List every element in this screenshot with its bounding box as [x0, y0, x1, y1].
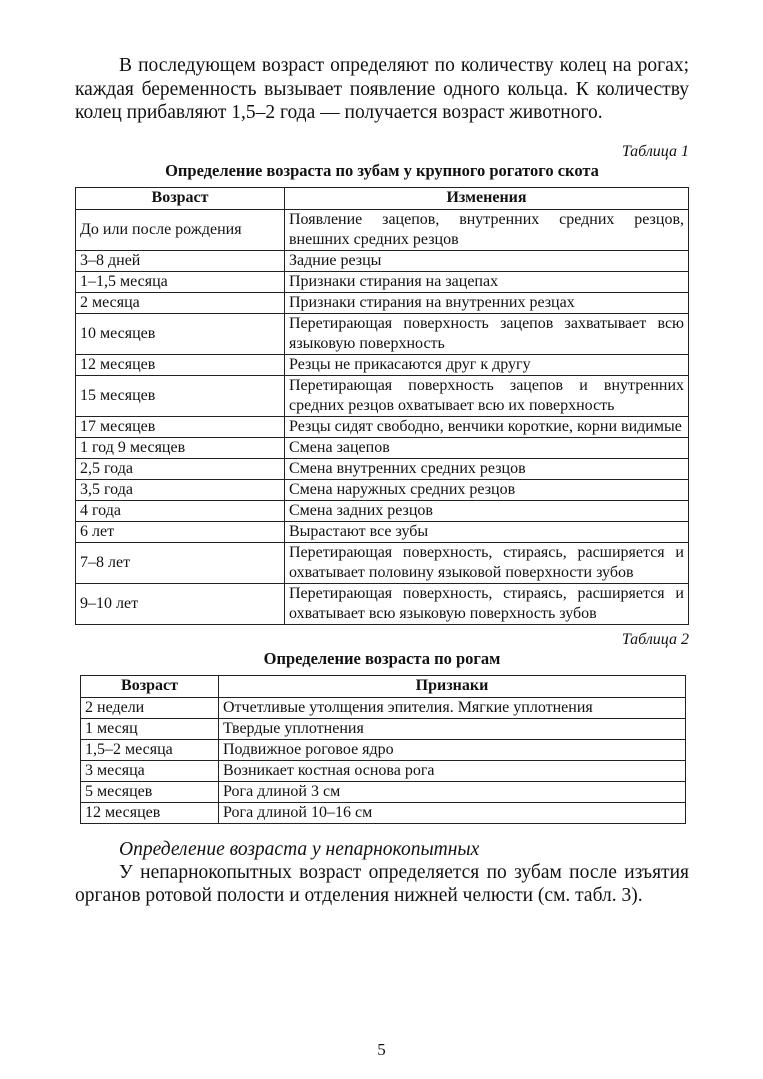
table2-header-age: Возраст — [81, 675, 219, 697]
description-cell: Смена зацепов — [285, 437, 689, 458]
description-cell: Возникает костная основа рога — [219, 760, 686, 781]
table-row — [76, 416, 689, 437]
age-cell: 6 лет — [76, 521, 285, 542]
age-cell: 5 месяцев — [81, 781, 219, 802]
age-cell: 10 месяцев — [76, 313, 285, 354]
age-cell: 4 года — [76, 500, 285, 521]
table2 — [80, 675, 686, 824]
table1-title: Определение возраста по зубам у крупного рогатого скота — [165, 160, 599, 180]
table-row — [76, 500, 689, 521]
table-row — [76, 271, 689, 292]
age-cell: 7–8 лет — [76, 542, 285, 583]
age-cell: 1 год 9 месяцев — [76, 437, 285, 458]
description-cell: Смена внутренних средних резцов — [285, 458, 689, 479]
description-cell: Задние резцы — [285, 250, 689, 271]
table-row — [81, 718, 686, 739]
table2-title: Определение возраста по рогам — [263, 648, 501, 668]
table1-label: Таблица 1 — [621, 142, 689, 160]
age-cell: 2 недели — [81, 697, 219, 718]
table-row — [76, 458, 689, 479]
description-cell: Признаки стирания на зацепах — [285, 271, 689, 292]
description-cell: Перетирающая поверхность, стираясь, расширяется и охватывает всю языковую поверхность зубов — [285, 583, 689, 624]
table2-label: Таблица 2 — [621, 630, 689, 648]
table-row — [76, 375, 689, 416]
page-number: 5 — [377, 1040, 386, 1059]
table2-header-signs: Признаки — [219, 675, 686, 697]
table-row — [81, 739, 686, 760]
description-cell: Подвижное роговое ядро — [219, 739, 686, 760]
description-cell: Твердые уплотнения — [219, 718, 686, 739]
table1 — [75, 187, 689, 625]
age-cell: 3,5 года — [76, 479, 285, 500]
table-row — [76, 583, 689, 624]
table-row — [76, 437, 689, 458]
description-cell: Перетирающая поверхность, стираясь, расширяется и охватывает половину языковой поверхности зубов — [285, 542, 689, 583]
table-row — [81, 781, 686, 802]
age-cell: 12 месяцев — [76, 354, 285, 375]
closing-paragraph: У непарнокопытных возраст определяется по зубам после изъятия органов ротовой полости и отделения нижней челюсти (см. табл. 3). — [75, 861, 689, 906]
description-cell: Отчетливые утолщения эпителия. Мягкие уплотнения — [219, 697, 686, 718]
age-cell: 2 месяца — [76, 292, 285, 313]
section-heading: Определение возраста у непарнокопытных — [119, 838, 480, 860]
table-row — [76, 209, 689, 250]
age-cell: 3–8 дней — [76, 250, 285, 271]
table-row — [76, 292, 689, 313]
description-cell: Резцы не прикасаются друг к другу — [285, 354, 689, 375]
description-cell: Перетирающая поверхность зацепов и внутренних средних резцов охватывает всю их поверхность — [285, 375, 689, 416]
table-row — [81, 760, 686, 781]
age-cell: 1 месяц — [81, 718, 219, 739]
description-cell: Рога длиной 3 см — [219, 781, 686, 802]
age-cell: До или после рождения — [76, 209, 285, 250]
age-cell: 12 месяцев — [81, 802, 219, 823]
table-row — [76, 250, 689, 271]
table-row — [76, 542, 689, 583]
age-cell: 1,5–2 месяца — [81, 739, 219, 760]
intro-paragraph: В последующем возраст определяют по количеству колец на рогах; каждая беременность вызывает появление одного кольца. К количеству колец прибавляют 1,5–2 года — получается возраст животного. — [75, 55, 689, 123]
description-cell: Смена наружных средних резцов — [285, 479, 689, 500]
description-cell: Рога длиной 10–16 см — [219, 802, 686, 823]
table1-header-row — [76, 187, 689, 209]
table1-header-age: Возраст — [76, 187, 285, 209]
description-cell: Появление зацепов, внутренних средних резцов, внешних средних резцов — [285, 209, 689, 250]
description-cell: Признаки стирания на внутренних резцах — [285, 292, 689, 313]
description-cell: Резцы сидят свободно, венчики короткие, корни видимые — [285, 416, 689, 437]
age-cell: 2,5 года — [76, 458, 285, 479]
page-content — [75, 54, 689, 908]
table-row — [81, 697, 686, 718]
table-row — [76, 479, 689, 500]
age-cell: 3 месяца — [81, 760, 219, 781]
age-cell: 15 месяцев — [76, 375, 285, 416]
table1-header-changes: Изменения — [285, 187, 689, 209]
age-cell: 17 месяцев — [76, 416, 285, 437]
table-row — [81, 802, 686, 823]
table-row — [76, 313, 689, 354]
age-cell: 1–1,5 месяца — [76, 271, 285, 292]
age-cell: 9–10 лет — [76, 583, 285, 624]
table-row — [76, 521, 689, 542]
table-row — [76, 354, 689, 375]
description-cell: Перетирающая поверхность зацепов захватывает всю языковую поверхность — [285, 313, 689, 354]
description-cell: Смена задних резцов — [285, 500, 689, 521]
description-cell: Вырастают все зубы — [285, 521, 689, 542]
table2-header-row — [81, 675, 686, 697]
